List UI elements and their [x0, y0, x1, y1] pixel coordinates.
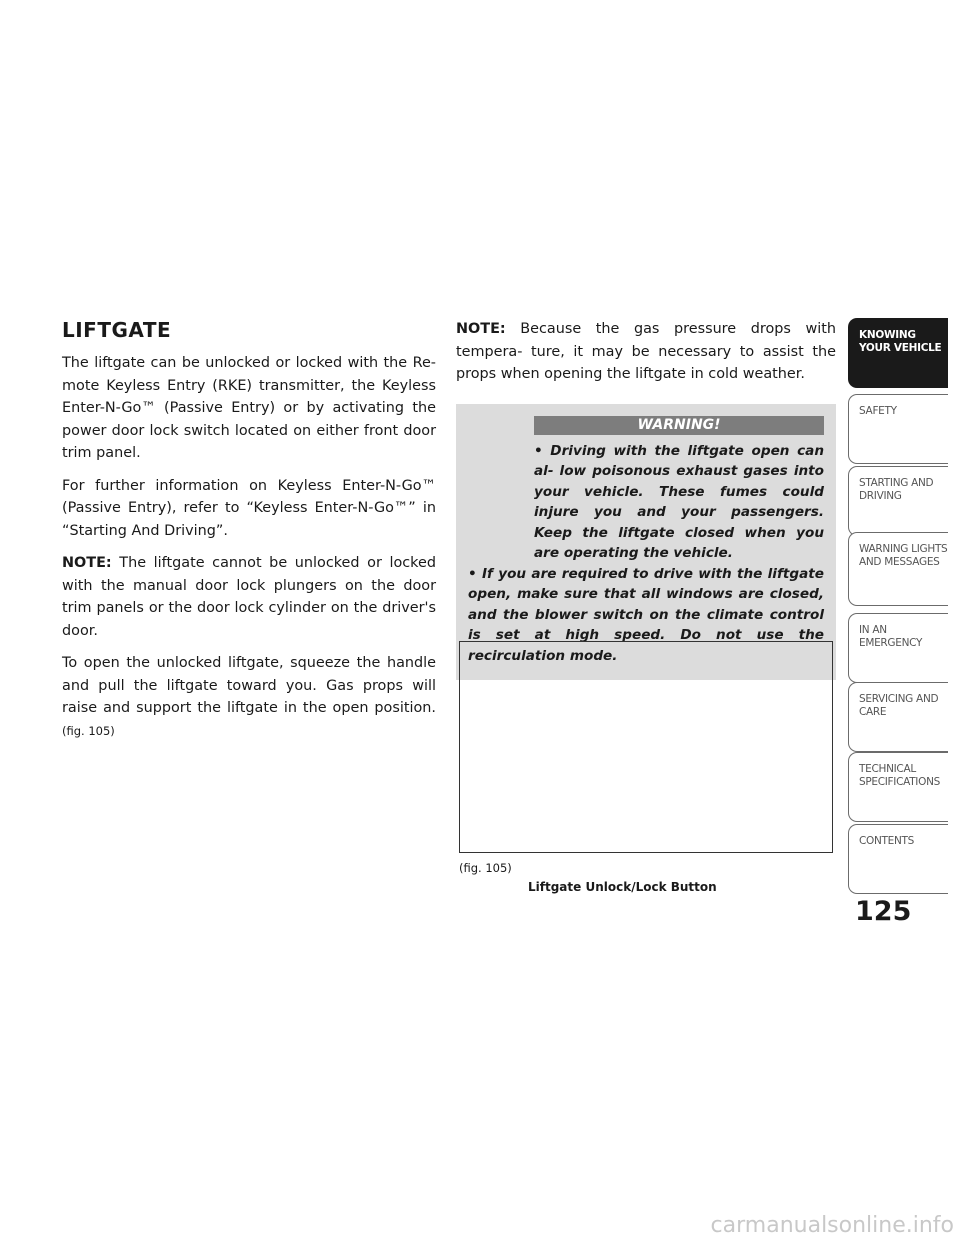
note-gas-pressure — [456, 318, 836, 386]
tab-label: SAFETY — [859, 405, 897, 417]
note-text: The liftgate cannot be unlocked or locked with the manual door lock plungers on the door trim panels or the door lock cylinder on the driver's door. — [62, 555, 436, 639]
tab-contents[interactable] — [848, 824, 948, 894]
tab-knowing-your-vehicle[interactable] — [848, 318, 948, 388]
warning-item-drive-open: • If you are required to drive with the liftgate open, make sure that all windows are closed, and the blower switch on the climate control is set at high speed. Do not use the recirculation mode. — [468, 565, 824, 664]
warning-title: WARNING! — [534, 416, 824, 435]
tab-label: KNOWING YOUR VEHICLE — [859, 329, 942, 354]
figure-image-placeholder — [459, 641, 833, 853]
tab-warning-lights[interactable] — [848, 532, 948, 606]
tab-servicing-and-care[interactable] — [848, 682, 948, 752]
paragraph-open-liftgate — [62, 652, 436, 742]
paragraph-keyless-reference: For further information on Keyless Enter-N-Go™ (Passive Entry), refer to “Keyless Enter-N-Go™” in “Starting And Driving”. — [62, 477, 436, 539]
tab-label: SERVICING AND CARE — [859, 693, 939, 718]
paragraph-liftgate-intro: The liftgate can be unlocked or locked with the Re- mote Keyless Entry (RKE) transmitter, the Keyless Enter-N-Go™ (Passive Entry) or by activating the power door lock switch located on either front door trim panel. — [62, 355, 436, 461]
figure-caption: Liftgate Unlock/Lock Button — [528, 880, 717, 894]
warning-box — [456, 404, 836, 681]
page-number: 125 — [855, 896, 912, 927]
tab-in-an-emergency[interactable] — [848, 613, 948, 683]
watermark-text: carmanualsonline.info — [710, 1213, 954, 1238]
tab-technical-specifications[interactable] — [848, 752, 948, 822]
note-label: NOTE: — [62, 555, 112, 571]
tab-safety[interactable] — [848, 394, 948, 464]
note-plungers — [62, 552, 436, 642]
warning-item-exhaust: • Driving with the liftgate open can al- low poisonous exhaust gases into your vehicle. These fumes could injure you and your passengers. Keep the liftgate closed when you are operating the vehicle. — [534, 442, 824, 561]
figure-caption-ref: (fig. 105) — [459, 861, 512, 875]
open-liftgate-text: To open the unlocked liftgate, squeeze the handle and pull the liftgate toward you. Gas props will raise and support the liftgate in the open position. — [62, 655, 436, 716]
note-label: NOTE: — [456, 321, 506, 337]
tab-label: TECHNICAL SPECIFICATIONS — [859, 763, 940, 788]
note-text: Because the gas pressure drops with tempera- ture, it may be necessary to assist the props when opening the liftgate in cold weather. — [456, 321, 836, 382]
tab-label: STARTING AND DRIVING — [859, 477, 934, 502]
tab-label: CONTENTS — [859, 835, 915, 847]
section-title: LIFTGATE — [62, 318, 172, 342]
tab-label: IN AN EMERGENCY — [859, 624, 923, 649]
left-column — [62, 318, 436, 752]
right-column — [456, 318, 836, 680]
figure-reference: (fig. 105) — [62, 723, 115, 738]
tab-label: WARNING LIGHTS AND MESSAGES — [859, 543, 948, 568]
tab-starting-and-driving[interactable] — [848, 466, 948, 536]
